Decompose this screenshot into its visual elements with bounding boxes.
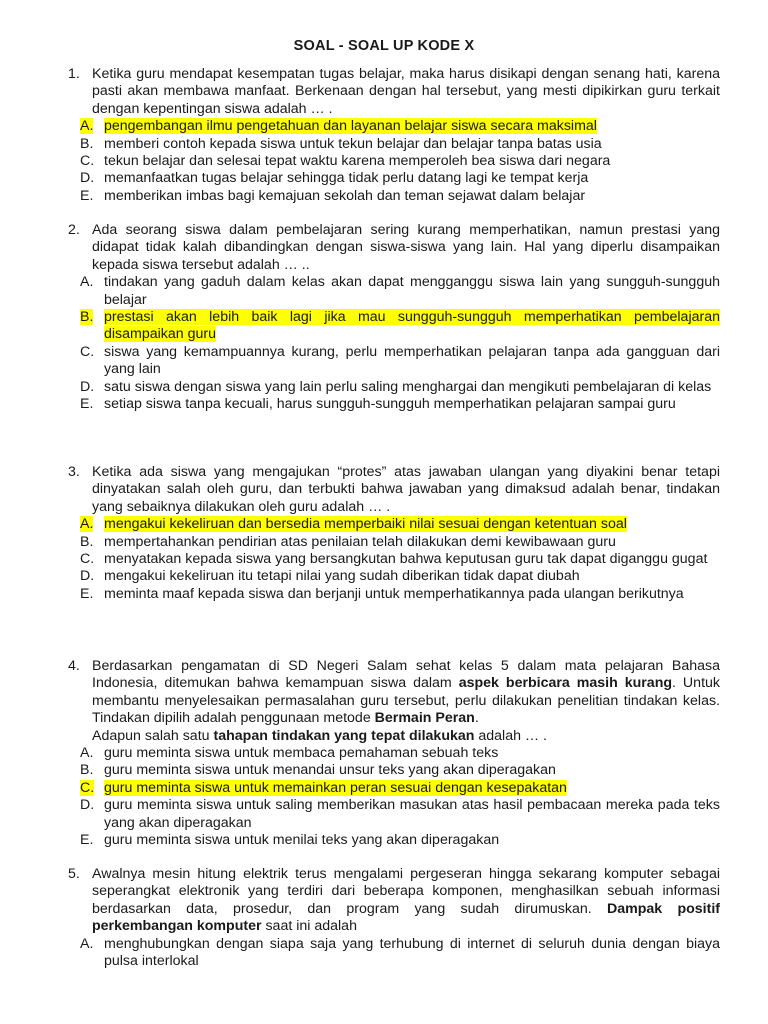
option-text: guru meminta siswa untuk menilai teks yang akan diperagakan (104, 832, 500, 849)
option-letter: D. (80, 797, 95, 814)
option-letter: E. (80, 396, 94, 413)
option-letter: B. (80, 762, 94, 779)
option-letter: B. (80, 309, 94, 326)
option-d (80, 170, 720, 187)
question-number: 2. (68, 222, 80, 238)
option-e (80, 396, 720, 413)
option-letter: C. (80, 343, 95, 360)
option-text: satu siswa dengan siswa yang lain perlu saling menghargai dan mengikuti pembelajaran di kelas (104, 378, 712, 395)
option-a (80, 516, 720, 533)
option-letter: A. (80, 274, 94, 291)
option-text: tindakan yang gaduh dalam kelas akan dapat mengganggu siswa lain yang sungguh-sungguh belajar (104, 274, 720, 308)
option-letter: A. (80, 935, 94, 952)
option-letter: C. (80, 779, 95, 796)
option-letter: A. (80, 745, 94, 762)
question-text: Ketika ada siswa yang mengajukan “protes” atas jawaban ulangan yang diyakini benar tetapi dinyatakan salah oleh guru, dan terbukti bahwa jawaban yang dimaksud adalah benar, tindakan yang sebaiknya dilakukan oleh guru adalah … . (92, 464, 720, 515)
bold-phrase: Bermain Peran (374, 710, 475, 727)
option-d (80, 797, 720, 832)
option-text: memberi contoh kepada siswa untuk tekun belajar dan belajar tanpa batas usia (104, 135, 602, 152)
option-c (80, 153, 720, 170)
option-e (80, 188, 720, 205)
option-b (80, 534, 720, 551)
option-text: tekun belajar dan selesai tepat waktu karena memperoleh bea siswa dari negara (104, 153, 611, 170)
option-text: mengakui kekeliruan itu tetapi nilai yang sudah diberikan tidak dapat diubah (104, 568, 580, 585)
option-letter: D. (80, 378, 95, 395)
option-text: siswa yang kemampuannya kurang, perlu memperhatikan pelajaran tanpa ada gangguan dari yang lain (104, 343, 720, 378)
option-text: guru meminta siswa untuk menandai unsur teks yang akan diperagakan (104, 762, 556, 779)
option-letter: C. (80, 551, 95, 568)
option-text: setiap siswa tanpa kecuali, harus sungguh-sungguh memperhatikan pelajaran sampai guru (104, 396, 676, 413)
option-e (80, 832, 720, 849)
question-text: Awalnya mesin hitung elektrik terus mengalami pergeseran hingga sekarang komputer sebagai seperangkat elektronik yang terdiri dari beberapa komponen, menghasilkan sebuah informasi berdasarkan data, prosedur, dan program yang sudah dirumuskan. Dampak positif perkembangan komputer saat ini adalah (92, 866, 720, 935)
question-text: Berdasarkan pengamatan di SD Negeri Salam sehat kelas 5 dalam mata pelajaran Bahasa Indonesia, ditemukan bahwa kemampuan siswa dalam aspek berbicara masih kurang. Untuk membantu menyelesaikan permasalahan guru tersebut, perlu dilakukan penelitian tindakan kelas. Tindakan dipilih adalah penggunaan metode Bermain Peran. Adapun salah satu tahapan tindakan yang tepat dilakukan adalah … . (92, 658, 720, 744)
option-e (80, 586, 720, 603)
option-b (80, 136, 720, 153)
question-number: 3. (68, 464, 80, 480)
option-b (80, 309, 720, 344)
option-text: pengembangan ilmu pengetahuan dan layanan belajar siswa secara maksimal (104, 118, 597, 135)
option-text: guru meminta siswa untuk membaca pemahaman sebuah teks (104, 745, 499, 762)
question-2 (68, 222, 720, 413)
option-text: menghubungkan dengan siapa saja yang terhubung di internet di seluruh dunia dengan biaya pulsa interlokal (104, 935, 720, 970)
bold-phrase: aspek berbicara masih kurang (458, 675, 673, 692)
option-letter: B. (80, 533, 94, 550)
option-letter: E. (80, 187, 94, 204)
option-text: mempertahankan pendirian atas penilaian telah dilakukan demi kewibawaan guru (104, 533, 616, 550)
option-b (80, 762, 720, 779)
option-text: mengakui kekeliruan dan bersedia memperbaiki nilai sesuai dengan ketentuan soal (104, 516, 627, 533)
option-text: prestasi akan lebih baik lagi jika mau sungguh-sungguh memperhatikan pembelajaran disampaikan guru (104, 309, 720, 343)
option-a (80, 745, 720, 762)
option-letter: B. (80, 135, 94, 152)
option-a (80, 936, 720, 971)
option-d (80, 568, 720, 585)
question-4 (68, 658, 720, 849)
option-letter: D. (80, 568, 95, 585)
option-letter: E. (80, 585, 94, 602)
question-text: Ada seorang siswa dalam pembelajaran sering kurang memperhatikan, namun prestasi yang didapat tidak kalah dibandingkan dengan siswa-siswa yang lain. Hal yang diperlu disampaikan kepada siswa tersebut adalah … .. (92, 222, 720, 273)
option-c (80, 551, 720, 568)
question-number: 5. (68, 866, 80, 882)
option-a (80, 274, 720, 309)
option-text: guru meminta siswa untuk saling memberikan masukan atas hasil pembacaan mereka pada teks yang akan diperagakan (104, 797, 720, 831)
question-1 (68, 66, 720, 205)
question-3 (68, 464, 720, 603)
bold-phrase: Dampak positif perkembangan komputer (92, 900, 720, 935)
option-letter: D. (80, 170, 95, 187)
option-letter: A. (80, 118, 94, 135)
question-number: 4. (68, 658, 80, 674)
option-text: memanfaatkan tugas belajar sehingga tidak perlu datang lagi ke tempat kerja (104, 170, 589, 187)
question-number: 1. (68, 66, 80, 82)
option-a (80, 118, 720, 135)
option-d (80, 379, 720, 396)
option-c (80, 780, 720, 797)
question-text: Ketika guru mendapat kesempatan tugas belajar, maka harus disikapi dengan senang hati, karena pasti akan membawa manfaat. Berkenaan dengan hal tersebut, yang mesti dipikirkan guru terkait dengan kepentingan siswa adalah … . (92, 66, 720, 117)
option-letter: C. (80, 153, 95, 170)
option-letter: A. (80, 516, 94, 533)
document-title: SOAL - SOAL UP KODE X (293, 38, 475, 54)
question-5 (68, 866, 720, 970)
option-text: meminta maaf kepada siswa dan berjanji untuk memperhatikannya pada ulangan berikutnya (104, 585, 684, 602)
option-c (80, 344, 720, 379)
option-letter: E. (80, 832, 94, 849)
bold-phrase: tahapan tindakan yang tepat dilakukan (213, 727, 475, 744)
option-text: memberikan imbas bagi kemajuan sekolah dan teman sejawat dalam belajar (104, 187, 586, 204)
option-text: menyatakan kepada siswa yang bersangkutan bahwa keputusan guru tak dapat diganggu gugat (104, 551, 708, 568)
option-text: guru meminta siswa untuk memainkan peran sesuai dengan kesepakatan (104, 779, 567, 796)
